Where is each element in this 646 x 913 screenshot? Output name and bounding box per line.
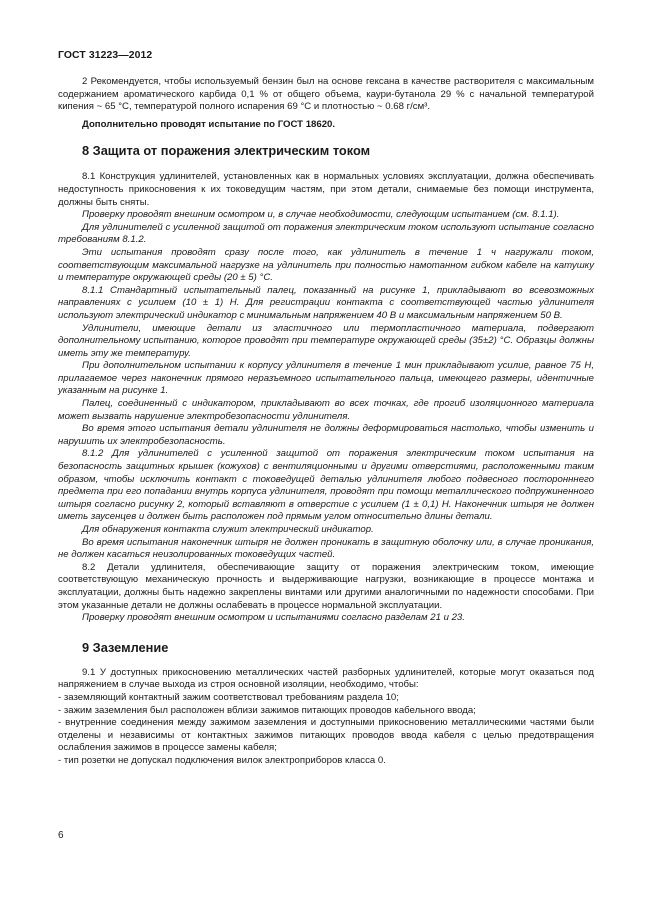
clause-9-1: 9.1 У доступных прикосновению металлических частей разборных удлинителей, которые могут оказаться под напряжением в случае выхода из строя основной изоляции, необходимо, чтобы: — [58, 666, 594, 691]
enhanced-protection: Для удлинителей с усиленной защитой от поражения электрическим током используют испытание согласно требованиям 8.1.2. — [58, 221, 594, 246]
page-content — [58, 76, 594, 768]
section-8-title: 8 Защита от поражения электрическим током — [82, 143, 371, 159]
tests-after-load: Эти испытания проводят сразу после того, как удлинитель в течение 1 ч нагружали током, соответствующим максимальной нагрузке на удлинитель при полностью намотанном гибком кабеле на катушку и температуре окружающей среды (20 ± 5) °С. — [58, 246, 594, 284]
section-9-title: 9 Заземление — [82, 639, 169, 655]
page-number: 6 — [58, 830, 64, 841]
document-page — [58, 0, 596, 913]
clause-8-1-1: 8.1.1 Стандартный испытательный палец, показанный на рисунке 1, прикладывают во всевозможных направлениях с усилием (10 ± 1) Н. Для регистрации контакта с соответствующей частью удлинителя используют электрический индикатор с минимальным напряжением 40 В и максимальным напряжением 50 В. — [58, 284, 594, 321]
thermoplastic-test: Удлинители, имеющие детали из эластичного или термопластичного материала, подвергают дополнительному испытанию, которое проводят при температуре окружающей среды (35±2) °С. Образцы должны иметь эту же температуру. — [58, 322, 594, 359]
check-8-1: Проверку проводят внешним осмотром и, в случае необходимости, следующим испытанием (см. 8.1.1). — [82, 209, 560, 221]
clause-8-1-2: 8.1.2 Для удлинителей с усиленной защитой от поражения электрическим током испытания на безопасность защитных крышек (кожухов) с вентиляционными и другими отверстиями, расположенными таким образом, чтобы исключить контакт с токоведущей деталью удлинителя любого подвесного посторонннего предмета при его попадании внутрь корпуса удлинителя, проводят при помощи металлического подпружиненного штыря согласно рисунку 2, который вставляют в отверстие с усилием (1 ± 0,1) Н. Наконечник штыря не должен иметь заусенцев и должен быть расположен под прямым углом относительно длины детали. — [58, 448, 594, 523]
note-2: 2 Рекомендуется, чтобы используемый бензин был на основе гексана в качестве растворителя с максимальным содержанием ароматического карбида 0,1 % от общего объема, каури-бутанола 29 % с начальной температурой кипения ~ 65 °С, температурой полного испарения 69 °С и плотностью ~ 0.68 г/см³. — [58, 76, 594, 113]
contact-indicator: Для обнаружения контакта служит электрический индикатор. — [82, 524, 374, 535]
list-item: - зажим заземления был расположен вблизи зажимов питающих проводов кабельного ввода; — [58, 704, 476, 716]
finger-indicator: Палец, соединенный с индикатором, прикладывают во всех точках, где прогиб изоляционного материала может вызвать нарушение электробезопасности удлинителя. — [58, 398, 594, 422]
check-8-2: Проверку проводят внешним осмотром и испытаниями согласно разделам 21 и 23. — [82, 612, 465, 624]
grounding-requirements-list — [58, 692, 594, 768]
pin-penetration: Во время испытания наконечник штыря не должен проникать в защитную оболочку или, в случае проникания, не должен касаться неизолированных токоведущих частей. — [58, 536, 594, 561]
clause-8-2: 8.2 Детали удлинителя, обеспечивающие защиту от поражения электрическим током, имеющие соответствующую механическую прочность и выдерживающие нагрузки, возникающие в процессе монтажа и эксплуатации, должны быть надежно закреплены винтами или другими аналогичными по надежности способами. При этом указанные детали не должны ослабевать в процессе нормальной эксплуатации. — [58, 561, 594, 611]
additional-force-test: При дополнительном испытании к корпусу удлинителя в течение 1 мин прикладывают усилие, равное 75 Н, прилагаемое через наконечник прямого неразъемного испытательного пальца, имеющего размеры, идентичные указанным на рисунке 1. — [58, 360, 594, 397]
clause-8-1: 8.1 Конструкция удлинителей, установленных как в нормальных условиях эксплуатации, должна обеспечивать недоступность прикосновения к их токоведущим частям, при этом детали, снимаемые без помощи инструмента, должны быть сняты. — [58, 171, 594, 208]
list-item: - внутренние соединения между зажимом заземления и доступными прикосновению металлическими частями были отделены и независимы от контактных зажимов питающих проводов ввода кабеля с целью предотвращения ослабления зажимов в процессе замены кабеля; — [58, 717, 594, 754]
list-item: - тип розетки не допускал подключения вилок электроприборов класса 0. — [58, 754, 386, 766]
list-item: - заземляющий контактный зажим соответствовал требованиям раздела 10; — [58, 691, 399, 703]
additional-test: Дополнительно проводят испытание по ГОСТ 18620. — [82, 118, 336, 130]
standard-header: ГОСТ 31223—2012 — [58, 50, 153, 61]
no-deformation: Во время этого испытания детали удлинителя не должны деформироваться настолько, чтобы изменить и нарушить их электробезопасность. — [58, 423, 594, 447]
